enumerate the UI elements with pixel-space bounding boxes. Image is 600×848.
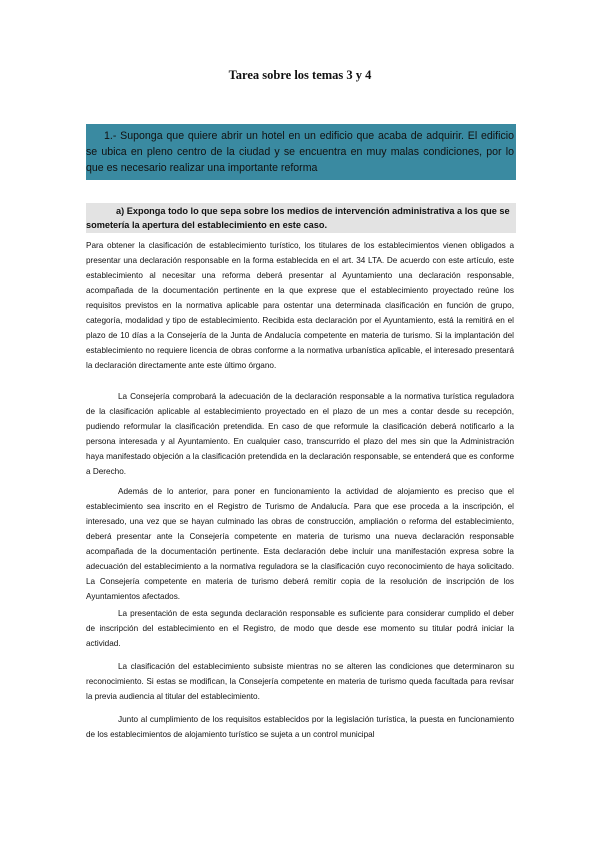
question-text: 1.- Suponga que quiere abrir un hotel en un edificio que acaba de adquirir. El edificio se ubica en pleno centro de la ciudad y se encuentra en muy malas condiciones, por lo que es necesario realizar una importante reforma: [86, 130, 514, 174]
paragraph-3: Además de lo anterior, para poner en funcionamiento la actividad de alojamiento es preciso que el establecimiento sea inscrito en el Registro de Turismo de Andalucía. Para que ese proceda a la inscripción, el interesado, una vez que se hayan culminado las obras de construcción, ampliación o reforma del establecimiento, deberá presentar ante la Consejería competente en materia de turismo una nueva declaración responsable acompañada de la documentación pertinente. Esta declaración debe incluir una manifestación expresa sobre la adecuación del establecimiento a la normativa reguladora se la clasificación cuyo reconocimiento de haya solicitado. La Consejería competente en materia de turismo deberá remitir copia de la resolución de inscripción de los Ayuntamientos afectados.: [86, 487, 514, 601]
paragraph-2: La Consejería comprobará la adecuación de la declaración responsable a la normativa turística reguladora de la clasificación aplicable al establecimiento proyectado en el plazo de un mes a contar desde su recepción, pudiendo reformular la clasificación pretendida. En caso de que reformule la clasificación deberá notificarlo a la persona interesada y al Ayuntamiento. En cualquier caso, transcurrido el plazo del mes sin que la Administración haya manifestado objeción a la clasificación pretendida en la declaración responsable, se entenderá que es conforme a Derecho.: [86, 392, 514, 476]
document-title: Tarea sobre los temas 3 y 4: [228, 68, 372, 82]
paragraph-4: La presentación de esta segunda declaración responsable es suficiente para considerar cumplido el deber de inscripción del establecimiento en el Registro, de modo que desde ese momento su titular podrá iniciar la actividad.: [86, 609, 514, 648]
paragraph-6: Junto al cumplimiento de los requisitos establecidos por la legislación turística, la puesta en funcionamiento de los establecimientos de alojamiento turístico se sujeta a un control municipal: [86, 715, 514, 739]
paragraph-1: Para obtener la clasificación de establecimiento turístico, los titulares de los establecimientos vienen obligados a presentar una declaración responsable en la forma establecida en el art. 34 LTA. De acuerdo con este artículo, este establecimiento al necesitar una reforma deberá presentar al Ayuntamiento una declaración responsable, acompañada de la documentación pertinente en la que exprese que el establecimiento proyectado reúne los requisitos previstos en la normativa aplicable para ostentar una determinada clasificación en función de grupo, categoría, modalidad y tipo de establecimiento. Recibida esta declaración por el Ayuntamiento, está la remitirá en el plazo de 10 días a la Consejería de la Junta de Andalucía competente en materia de turismo. Si la implantación del establecimiento no requiere licencia de obras conforme a la normativa urbanística aplicable, el interesado presentará la declaración directamente ante este último órgano.: [86, 241, 514, 370]
paragraph-5: La clasificación del establecimiento subsiste mientras no se alteren las condiciones que determinaron su reconocimiento. Si estas se modifican, la Consejería competente en materia de turismo queda facultada para revisar la previa audiencia al titular del establecimiento.: [86, 662, 514, 701]
subquestion-text: a) Exponga todo lo que sepa sobre los medios de intervención administrativa a los que se sometería la apertura del establecimiento en este caso.: [86, 206, 510, 230]
